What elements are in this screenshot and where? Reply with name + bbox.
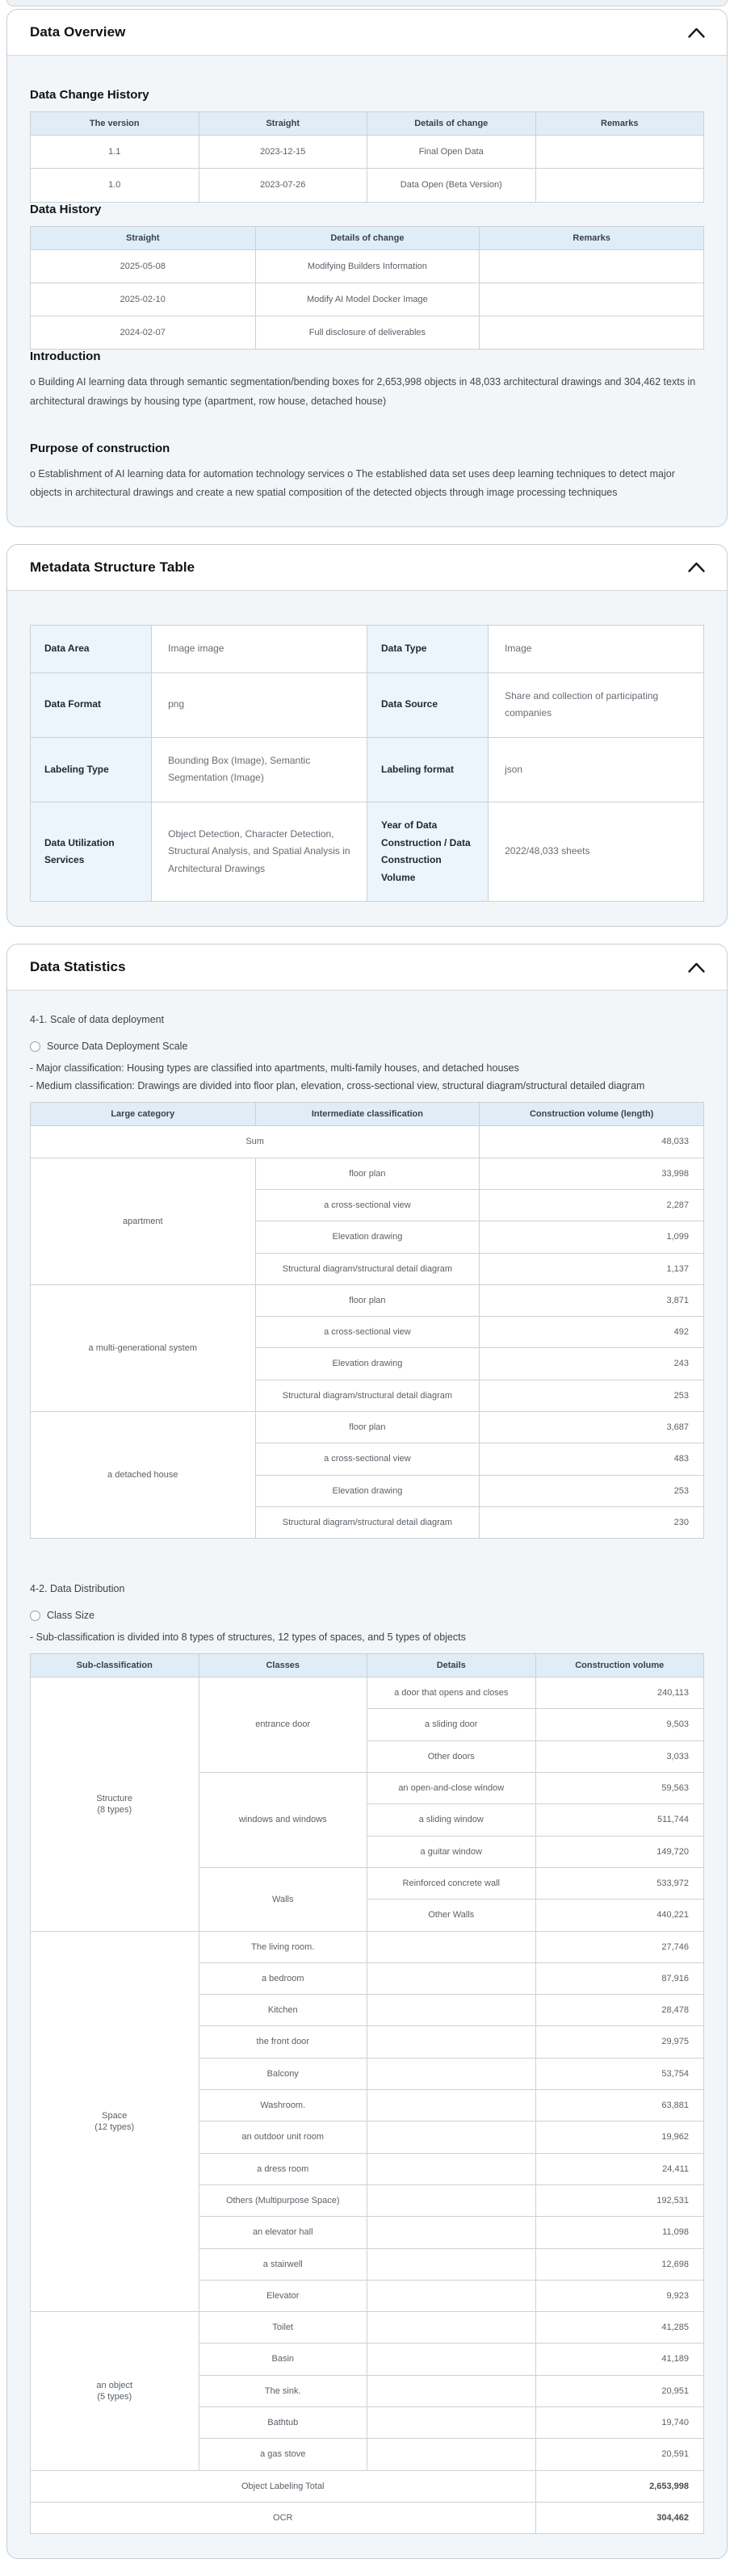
sum-row bbox=[31, 1126, 704, 1158]
class-cell: a stairwell bbox=[199, 2248, 367, 2280]
meta-value: png bbox=[152, 672, 367, 737]
detail-cell bbox=[367, 1962, 536, 1994]
detail-cell bbox=[367, 2058, 536, 2089]
table-cell: Modify AI Model Docker Image bbox=[255, 283, 480, 316]
column-header: Details bbox=[367, 1654, 536, 1678]
meta-label: Data Source bbox=[367, 672, 488, 737]
classification-cell: a cross-sectional view bbox=[255, 1189, 480, 1221]
table-row bbox=[31, 249, 704, 283]
distribution-section-heading: 4-2. Data Distribution bbox=[30, 1583, 125, 1595]
volume-cell: 440,221 bbox=[535, 1900, 704, 1931]
table-cell bbox=[480, 249, 704, 283]
volume-cell: 1,137 bbox=[480, 1253, 704, 1284]
introduction-heading: Introduction bbox=[30, 350, 101, 364]
class-cell: entrance door bbox=[199, 1678, 367, 1773]
class-cell: The living room. bbox=[199, 1931, 367, 1962]
detail-cell: Reinforced concrete wall bbox=[367, 1867, 536, 1899]
volume-cell: 192,531 bbox=[535, 2184, 704, 2216]
meta-value: Image image bbox=[152, 625, 367, 672]
note-medium-classification: - Medium classification: Drawings are divided into floor plan, elevation, cross-sectional view, structural diagram/structural detailed diagram bbox=[30, 1080, 645, 1092]
detail-cell bbox=[367, 1931, 536, 1962]
column-header: Straight bbox=[199, 112, 367, 136]
volume-cell: 59,563 bbox=[535, 1773, 704, 1804]
category-name: an object bbox=[96, 2380, 133, 2390]
scale-bullet-label: Source Data Deployment Scale bbox=[47, 1041, 188, 1053]
metadata-header[interactable] bbox=[7, 545, 727, 591]
table-header-row bbox=[31, 1654, 704, 1678]
data-history-table bbox=[30, 226, 704, 350]
table-row bbox=[31, 283, 704, 316]
card-data-statistics bbox=[6, 944, 728, 2559]
scale-section-heading: 4-1. Scale of data deployment bbox=[30, 1014, 165, 1026]
volume-cell: 87,916 bbox=[535, 1962, 704, 1994]
column-header: Details of change bbox=[367, 112, 536, 136]
metadata-table bbox=[30, 625, 704, 902]
table-cell bbox=[480, 283, 704, 316]
meta-label: Year of Data Construction / Data Construction Volume bbox=[367, 802, 488, 901]
volume-cell: 20,591 bbox=[535, 2439, 704, 2470]
classification-cell: floor plan bbox=[255, 1412, 480, 1443]
class-cell: Toilet bbox=[199, 2312, 367, 2344]
data-overview-body bbox=[7, 56, 727, 526]
volume-cell: 12,698 bbox=[535, 2248, 704, 2280]
detail-cell bbox=[367, 2312, 536, 2344]
meta-label: Labeling Type bbox=[31, 737, 152, 802]
class-cell: The sink. bbox=[199, 2375, 367, 2406]
data-overview-header[interactable] bbox=[7, 10, 727, 56]
class-cell: Washroom. bbox=[199, 2090, 367, 2122]
column-header: Sub-classification bbox=[31, 1654, 199, 1678]
table-cell: Full disclosure of deliverables bbox=[255, 316, 480, 350]
table-cell: 1.1 bbox=[31, 136, 199, 169]
volume-cell: 149,720 bbox=[535, 1836, 704, 1867]
metadata-row bbox=[31, 625, 704, 672]
meta-value: 2022/48,033 sheets bbox=[489, 802, 704, 901]
detail-cell bbox=[367, 2026, 536, 2058]
distribution-bullet-label: Class Size bbox=[47, 1610, 95, 1622]
classification-cell: Elevation drawing bbox=[255, 1475, 480, 1506]
column-header: Straight bbox=[31, 226, 256, 249]
volume-cell: 19,740 bbox=[535, 2407, 704, 2439]
detail-cell bbox=[367, 2280, 536, 2311]
meta-value: Image bbox=[489, 625, 704, 672]
classification-cell: floor plan bbox=[255, 1284, 480, 1316]
class-cell: Elevator bbox=[199, 2280, 367, 2311]
category-name: Space bbox=[102, 2110, 128, 2121]
card-data-overview bbox=[6, 9, 728, 527]
distribution-bullet-line bbox=[30, 1607, 704, 1623]
volume-cell: 24,411 bbox=[535, 2153, 704, 2184]
column-header: Remarks bbox=[480, 226, 704, 249]
scale-bullet-line bbox=[30, 1038, 704, 1054]
volume-cell: 243 bbox=[480, 1348, 704, 1380]
total-row bbox=[31, 2502, 704, 2533]
detail-cell bbox=[367, 2344, 536, 2375]
meta-value: Share and collection of participating companies bbox=[489, 672, 704, 737]
column-header: Large category bbox=[31, 1103, 256, 1126]
category-cell: a detached house bbox=[31, 1412, 256, 1539]
table-cell: 2024-02-07 bbox=[31, 316, 256, 350]
table-header-row bbox=[31, 226, 704, 249]
table-cell: 2023-12-15 bbox=[199, 136, 367, 169]
total-value: 304,462 bbox=[535, 2502, 704, 2533]
class-cell: a gas stove bbox=[199, 2439, 367, 2470]
volume-cell: 63,881 bbox=[535, 2090, 704, 2122]
total-label: OCR bbox=[31, 2502, 536, 2533]
detail-cell: an open-and-close window bbox=[367, 1773, 536, 1804]
volume-cell: 41,285 bbox=[535, 2312, 704, 2344]
sum-label: Sum bbox=[31, 1126, 480, 1158]
statistics-body bbox=[7, 991, 727, 2558]
volume-cell: 11,098 bbox=[535, 2217, 704, 2248]
meta-label: Data Utilization Services bbox=[31, 802, 152, 901]
class-cell: Basin bbox=[199, 2344, 367, 2375]
column-header: Remarks bbox=[535, 112, 704, 136]
circle-bullet-icon bbox=[30, 1041, 40, 1052]
class-cell: a dress room bbox=[199, 2153, 367, 2184]
volume-cell: 29,975 bbox=[535, 2026, 704, 2058]
table-row bbox=[31, 2312, 704, 2344]
class-cell: Balcony bbox=[199, 2058, 367, 2089]
volume-cell: 533,972 bbox=[535, 1867, 704, 1899]
purpose-heading: Purpose of construction bbox=[30, 441, 170, 455]
chevron-up-icon[interactable] bbox=[687, 561, 706, 573]
classification-cell: Elevation drawing bbox=[255, 1348, 480, 1380]
table-cell: 2025-05-08 bbox=[31, 249, 256, 283]
category-cell: a multi-generational system bbox=[31, 1284, 256, 1411]
detail-cell bbox=[367, 2248, 536, 2280]
class-cell: an outdoor unit room bbox=[199, 2122, 367, 2153]
volume-cell: 3,687 bbox=[480, 1412, 704, 1443]
metadata-body bbox=[7, 591, 727, 926]
card-title: Data Overview bbox=[30, 24, 126, 40]
previous-card-bottom-edge bbox=[6, 0, 728, 6]
meta-value: Bounding Box (Image), Semantic Segmentation (Image) bbox=[152, 737, 367, 802]
category-count: (12 types) bbox=[94, 2122, 135, 2132]
detail-cell bbox=[367, 2122, 536, 2153]
table-header-row bbox=[31, 1103, 704, 1126]
total-value: 2,653,998 bbox=[535, 2470, 704, 2502]
table-row bbox=[31, 169, 704, 202]
detail-cell bbox=[367, 2153, 536, 2184]
classification-cell: a cross-sectional view bbox=[255, 1443, 480, 1475]
table-row bbox=[31, 1931, 704, 1962]
column-header: Classes bbox=[199, 1654, 367, 1678]
table-cell bbox=[535, 136, 704, 169]
volume-cell: 20,951 bbox=[535, 2375, 704, 2406]
table-row bbox=[31, 1158, 704, 1189]
card-metadata-structure bbox=[6, 544, 728, 927]
table-cell: 2025-02-10 bbox=[31, 283, 256, 316]
volume-cell: 230 bbox=[480, 1506, 704, 1538]
card-title: Data Statistics bbox=[30, 959, 126, 975]
detail-cell: a door that opens and closes bbox=[367, 1678, 536, 1709]
chevron-up-icon[interactable] bbox=[687, 961, 706, 974]
volume-cell: 9,923 bbox=[535, 2280, 704, 2311]
class-cell: the front door bbox=[199, 2026, 367, 2058]
table-cell bbox=[535, 169, 704, 202]
metadata-row bbox=[31, 672, 704, 737]
classification-cell: a cross-sectional view bbox=[255, 1317, 480, 1348]
chevron-up-icon[interactable] bbox=[687, 27, 706, 39]
volume-cell: 240,113 bbox=[535, 1678, 704, 1709]
card-title: Metadata Structure Table bbox=[30, 559, 195, 575]
volume-cell: 3,871 bbox=[480, 1284, 704, 1316]
volume-cell: 483 bbox=[480, 1443, 704, 1475]
table-row bbox=[31, 316, 704, 350]
metadata-row bbox=[31, 737, 704, 802]
detail-cell: Other Walls bbox=[367, 1900, 536, 1931]
classification-cell: floor plan bbox=[255, 1158, 480, 1189]
volume-cell: 19,962 bbox=[535, 2122, 704, 2153]
category-count: (8 types) bbox=[97, 1804, 132, 1815]
volume-cell: 9,503 bbox=[535, 1709, 704, 1740]
total-label: Object Labeling Total bbox=[31, 2470, 536, 2502]
data-change-history-table bbox=[30, 111, 704, 203]
table-cell: 2023-07-26 bbox=[199, 169, 367, 202]
introduction-text: o Building AI learning data through semantic segmentation/bending boxes for 2,653,998 objects in 48,033 architectural drawings and 304,462 texts in architectural drawings by housing type (apartment, row house, detached house) bbox=[30, 376, 696, 407]
detail-cell: a guitar window bbox=[367, 1836, 536, 1867]
detail-cell bbox=[367, 1995, 536, 2026]
category-name: Structure bbox=[96, 1793, 133, 1803]
detail-cell bbox=[367, 2184, 536, 2216]
meta-value: Object Detection, Character Detection, Structural Analysis, and Spatial Analysis in Architectural Drawings bbox=[152, 802, 367, 901]
volume-cell: 1,099 bbox=[480, 1221, 704, 1253]
detail-cell bbox=[367, 2090, 536, 2122]
class-cell: Walls bbox=[199, 1867, 367, 1931]
purpose-text: o Establishment of AI learning data for automation technology services o The established data set uses deep learning techniques to detect major objects in architectural drawings and create a new spatial composition of the detected objects through image processing techniques bbox=[30, 467, 675, 498]
distribution-notes bbox=[30, 1629, 704, 1645]
category-cell bbox=[31, 1931, 199, 2312]
detail-cell: Other doors bbox=[367, 1740, 536, 1772]
circle-bullet-icon bbox=[30, 1611, 40, 1621]
table-row bbox=[31, 1412, 704, 1443]
total-row bbox=[31, 2470, 704, 2502]
column-header: Construction volume (length) bbox=[480, 1103, 704, 1126]
meta-label: Data Format bbox=[31, 672, 152, 737]
class-cell: windows and windows bbox=[199, 1773, 367, 1868]
volume-cell: 27,746 bbox=[535, 1931, 704, 1962]
volume-cell: 253 bbox=[480, 1380, 704, 1411]
detail-cell: a sliding door bbox=[367, 1709, 536, 1740]
column-header: Intermediate classification bbox=[255, 1103, 480, 1126]
volume-cell: 28,478 bbox=[535, 1995, 704, 2026]
scale-table bbox=[30, 1102, 704, 1539]
meta-label: Labeling format bbox=[367, 737, 488, 802]
detail-cell bbox=[367, 2217, 536, 2248]
distribution-table bbox=[30, 1653, 704, 2534]
change-history-heading: Data Change History bbox=[30, 88, 149, 102]
note-sub-classification: - Sub-classification is divided into 8 types of structures, 12 types of spaces, and 5 types of objects bbox=[30, 1631, 466, 1644]
classification-cell: Structural diagram/structural detail diagram bbox=[255, 1506, 480, 1538]
table-cell: 1.0 bbox=[31, 169, 199, 202]
table-header-row bbox=[31, 112, 704, 136]
column-header: The version bbox=[31, 112, 199, 136]
volume-cell: 511,744 bbox=[535, 1804, 704, 1836]
class-cell: Bathtub bbox=[199, 2407, 367, 2439]
data-history-heading: Data History bbox=[30, 202, 102, 216]
meta-label: Data Type bbox=[367, 625, 488, 672]
column-header: Construction volume bbox=[535, 1654, 704, 1678]
table-cell: Final Open Data bbox=[367, 136, 536, 169]
table-cell: Data Open (Beta Version) bbox=[367, 169, 536, 202]
class-cell: Others (Multipurpose Space) bbox=[199, 2184, 367, 2216]
table-row bbox=[31, 136, 704, 169]
note-major-classification: - Major classification: Housing types are classified into apartments, multi-family houses, and detached houses bbox=[30, 1062, 519, 1074]
volume-cell: 33,998 bbox=[480, 1158, 704, 1189]
detail-cell bbox=[367, 2439, 536, 2470]
detail-cell bbox=[367, 2407, 536, 2439]
classification-cell: Structural diagram/structural detail diagram bbox=[255, 1253, 480, 1284]
meta-label: Data Area bbox=[31, 625, 152, 672]
table-row bbox=[31, 1678, 704, 1709]
volume-cell: 2,287 bbox=[480, 1189, 704, 1221]
column-header: Details of change bbox=[255, 226, 480, 249]
detail-cell: a sliding window bbox=[367, 1804, 536, 1836]
meta-value: json bbox=[489, 737, 704, 802]
sum-value: 48,033 bbox=[480, 1126, 704, 1158]
scale-notes bbox=[30, 1060, 704, 1094]
volume-cell: 3,033 bbox=[535, 1740, 704, 1772]
volume-cell: 41,189 bbox=[535, 2344, 704, 2375]
category-count: (5 types) bbox=[97, 2391, 132, 2402]
category-cell bbox=[31, 1678, 199, 1931]
table-row bbox=[31, 1284, 704, 1316]
classification-cell: Structural diagram/structural detail diagram bbox=[255, 1380, 480, 1411]
category-cell: apartment bbox=[31, 1158, 256, 1284]
metadata-row bbox=[31, 802, 704, 901]
volume-cell: 253 bbox=[480, 1475, 704, 1506]
table-cell: Modifying Builders Information bbox=[255, 249, 480, 283]
classification-cell: Elevation drawing bbox=[255, 1221, 480, 1253]
table-cell bbox=[480, 316, 704, 350]
class-cell: a bedroom bbox=[199, 1962, 367, 1994]
class-cell: an elevator hall bbox=[199, 2217, 367, 2248]
statistics-header[interactable] bbox=[7, 945, 727, 991]
volume-cell: 53,754 bbox=[535, 2058, 704, 2089]
class-cell: Kitchen bbox=[199, 1995, 367, 2026]
volume-cell: 492 bbox=[480, 1317, 704, 1348]
